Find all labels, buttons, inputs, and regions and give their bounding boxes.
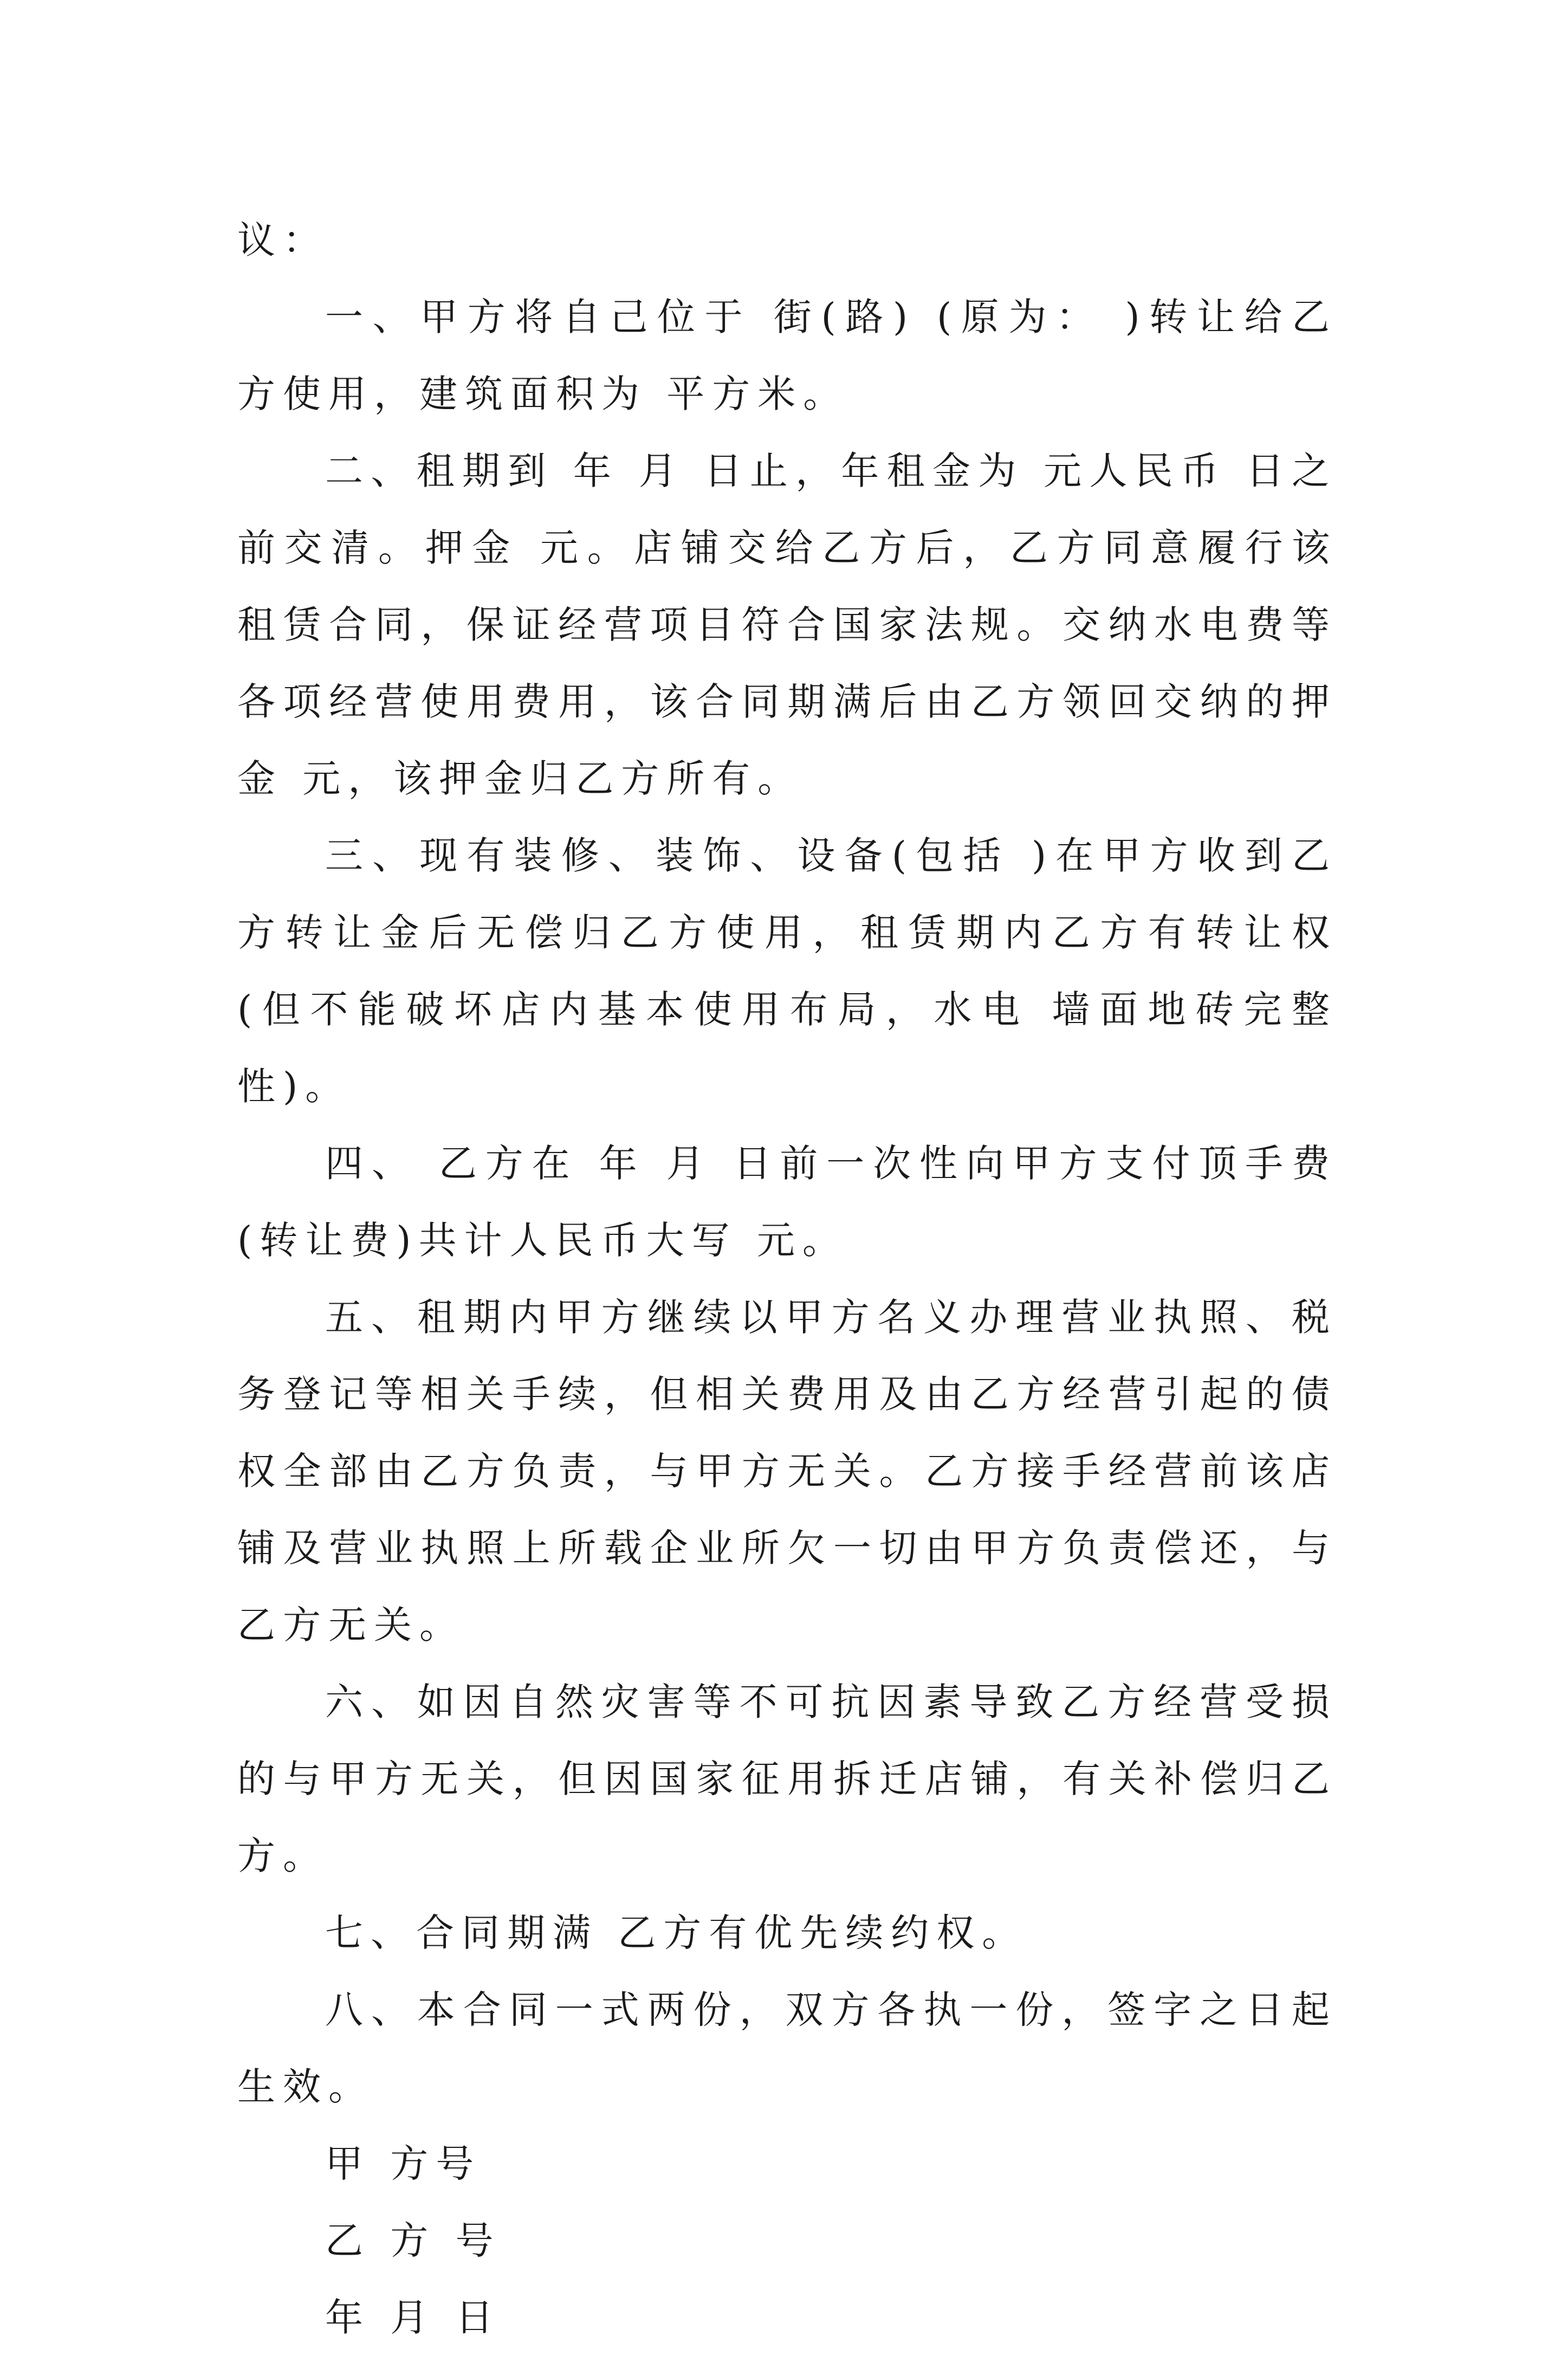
signature-date: 年 月 日 bbox=[325, 2295, 501, 2340]
clause-7: 七、合同期满 乙方有优先续约权。 bbox=[325, 1911, 1028, 1955]
clause-5: 五、租期内甲方继续以甲方名义办理营业执照、税务登记等相关手续，但相关费用及由乙方经营引起的债权全部由乙方负责，与甲方无关。乙方接手经营前该店铺及营业执照上所载企业所欠一切由甲方负责偿还，与乙方无关。 bbox=[237, 1295, 1337, 1647]
signature-party-a: 甲 方号 bbox=[325, 2141, 482, 2186]
clause-6: 六、如因自然灾害等不可抗因素导致乙方经营受损的与甲方无关，但因国家征用拆迁店铺，有关补偿归乙方。 bbox=[237, 1680, 1337, 1878]
signature-party-b: 乙 方 号 bbox=[325, 2218, 501, 2263]
clause-3: 三、现有装修、装饰、设备(包括 )在甲方收到乙方转让金后无偿归乙方使用，租赁期内乙方有转让权(但不能破坏店内基本使用布局，水电 墙面地砖完整性)。 bbox=[237, 833, 1337, 1109]
contract-body bbox=[237, 202, 1337, 2356]
clause-8: 八、本合同一式两份，双方各执一份，签字之日起生效。 bbox=[237, 1988, 1337, 2109]
clause-4: 四、 乙方在 年 月 日前一次性向甲方支付顶手费(转让费)共计人民币大写 元。 bbox=[237, 1141, 1337, 1263]
opening-line: 议： bbox=[237, 218, 328, 262]
clause-2: 二、租期到 年 月 日止，年租金为 元人民币 日之前交清。押金 元。店铺交给乙方后，乙方同意履行该租赁合同，保证经营项目符合国家法规。交纳水电费等各项经营使用费用，该合同期满后由乙方领回交纳的押金 元，该押金归乙方所有。 bbox=[237, 449, 1337, 801]
clause-1: 一、甲方将自己位于 街(路) (原为： )转让给乙方使用，建筑面积为 平方米。 bbox=[237, 295, 1337, 416]
